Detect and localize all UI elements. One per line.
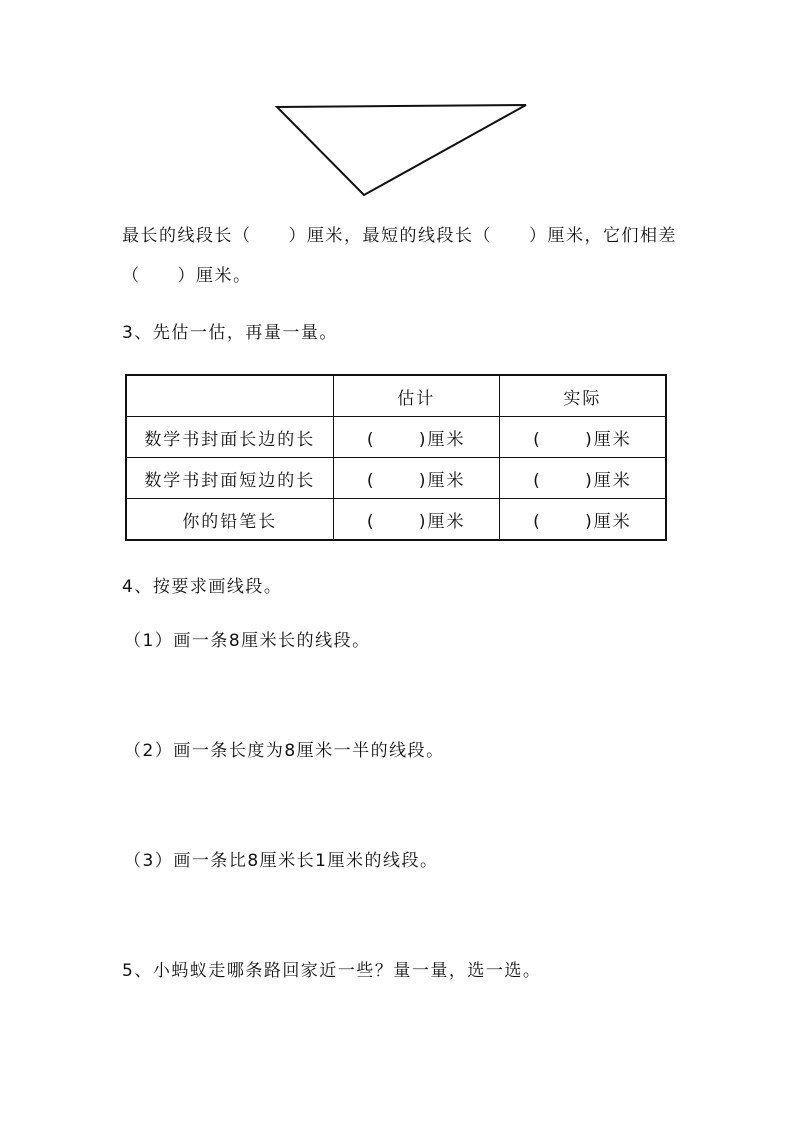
actual-answer-cell[interactable] xyxy=(499,458,666,499)
q4-item-2: （2）画一条长度为8厘米一半的线段。 xyxy=(124,741,445,761)
estimate-answer-cell[interactable] xyxy=(333,417,499,458)
paren-close-unit: )厘米 xyxy=(418,470,466,491)
paren-close-unit: )厘米 xyxy=(585,511,632,532)
header-cell-blank xyxy=(126,375,333,417)
paren-close-unit: )厘米 xyxy=(418,511,466,532)
paren-close-unit: )厘米 xyxy=(585,429,632,450)
row-label: 数学书封面长边的长 xyxy=(126,417,333,458)
table-row xyxy=(126,499,666,541)
row-label: 你的铅笔长 xyxy=(126,499,333,541)
header-cell-actual: 实际 xyxy=(499,375,666,417)
q5-title: 5、小蚂蚁走哪条路回家近一些？量一量，选一选。 xyxy=(122,961,542,981)
estimate-answer-cell[interactable] xyxy=(333,499,499,541)
table-header-row xyxy=(126,375,666,417)
paren-open: ( xyxy=(533,429,542,450)
header-cell-estimate: 估计 xyxy=(333,375,499,417)
q2-answer-line-2: （ ）厘米。 xyxy=(122,266,252,286)
q4-item-1: （1）画一条8厘米长的线段。 xyxy=(124,631,371,651)
triangle-figure xyxy=(272,100,532,200)
paren-open: ( xyxy=(366,470,376,491)
estimate-answer-cell[interactable] xyxy=(333,458,499,499)
paren-open: ( xyxy=(366,511,376,532)
table-row xyxy=(126,417,666,458)
paren-open: ( xyxy=(533,511,542,532)
q3-title: 3、先估一估，再量一量。 xyxy=(122,323,338,343)
paren-open: ( xyxy=(366,429,376,450)
q4-item-3: （3）画一条比8厘米长1厘米的线段。 xyxy=(124,851,439,871)
q4-title: 4、按要求画线段。 xyxy=(122,577,283,597)
q2-answer-line-1: 最长的线段长（ ）厘米，最短的线段长（ ）厘米，它们相差 xyxy=(122,226,677,246)
actual-answer-cell[interactable] xyxy=(499,417,666,458)
table-row xyxy=(126,458,666,499)
paren-close-unit: )厘米 xyxy=(418,429,466,450)
paren-open: ( xyxy=(533,470,542,491)
actual-answer-cell[interactable] xyxy=(499,499,666,541)
row-label: 数学书封面短边的长 xyxy=(126,458,333,499)
estimate-table xyxy=(125,374,667,541)
paren-close-unit: )厘米 xyxy=(585,470,632,491)
